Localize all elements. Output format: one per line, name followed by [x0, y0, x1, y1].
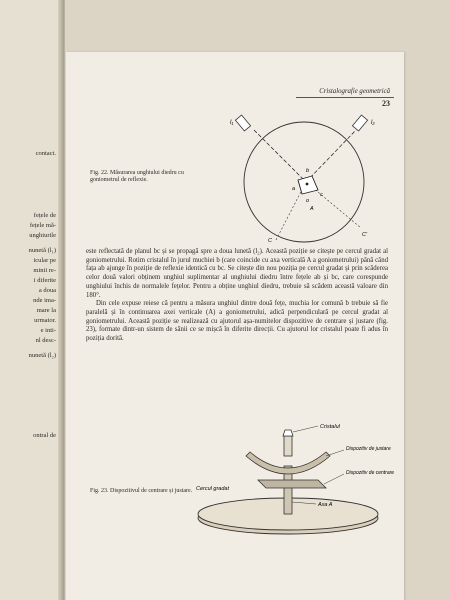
- rotation-axis: [306, 183, 309, 186]
- left-text-fragment: unghiurile: [29, 232, 56, 239]
- fig23-caption: Fig. 23. Dispozitivul de centrare și justare.: [90, 488, 193, 494]
- telescope-l1: [235, 115, 250, 131]
- left-text-fragment: nde ima-: [33, 297, 56, 304]
- fig22-label: C': [362, 232, 368, 238]
- centering-device: [258, 480, 326, 488]
- fig22-label: a: [292, 186, 296, 192]
- body-paragraph: este reflectată de planul bc și se propagă spre a doua lunetă (l₂). Această poziție se citește pe cercul gradat al goniometrului. Rotim cristalul în jurul muchiei b (care coincide cu axa verticală A a goniometrului) până când fața ab ajunge în poziție de reflexie identică cu bc. Se citește din nou poziția pe cercul gradat și prin scăderea celor două valori obținem unghiul suplimentar al unghiului diedru între fețele ab și bc, care corespunde unghiului închis de normalele fețelor. Pentru a obține unghiul diedru, trebuie să scădem această valoare din 180°.: [86, 248, 388, 299]
- crystal-holder: [284, 436, 292, 456]
- fig22-label: l₁: [230, 120, 234, 126]
- fig23-label: Cercul gradat: [196, 486, 230, 492]
- telescope-l2: [352, 115, 367, 131]
- book-spine: [58, 0, 64, 600]
- fig23-label: Dispozitiv de centrare: [346, 470, 395, 476]
- label-leader: [326, 450, 344, 456]
- fig22-label: C: [268, 238, 272, 244]
- header-rule: [296, 97, 394, 98]
- header-title: Cristalografie geometrică: [319, 88, 390, 95]
- left-text-fragment: icular pe: [33, 257, 56, 264]
- book-page: [66, 52, 404, 600]
- left-page-edge: [0, 0, 65, 600]
- left-text-fragment: nunetă (l₂): [28, 352, 56, 359]
- left-text-fragment: urmator.: [34, 317, 56, 324]
- fig22-label: l₂: [371, 120, 375, 126]
- left-text-fragment: a doua: [38, 287, 56, 294]
- left-text-fragment: mare la: [36, 307, 56, 314]
- fig23-label: Dispozitiv de justare: [346, 446, 391, 452]
- fig22-label: c: [320, 192, 323, 198]
- page-number: 23: [382, 99, 390, 108]
- fig23-label: Cristalul: [320, 424, 340, 430]
- body-paragraph: Din cele expuse reiese că pentru a măsura unghiul dintre două fețe, muchia lor comună b trebuie să fie paralelă și în continuarea axei verticale (A) a goniometrului, adică perpendiculară pe cercul gradat al goniometrului. Această poziție se realizează cu ajutorul așa-numitelor dispozitive de centrare și justare (fig. 23), formate dintr-un sistem de sănii ce se mișcă în diferite direcții. Cu ajutorul lor cristalul poate fi adus în poziția dorită.: [86, 300, 388, 343]
- running-header: [66, 88, 404, 108]
- fig22-label: A: [310, 206, 314, 212]
- left-text-fragment: ontral de: [33, 432, 56, 439]
- left-text-fragment: fețele de: [33, 212, 56, 219]
- left-text-fragment: nunetă (l₁): [28, 247, 56, 254]
- incident-ray: [254, 130, 306, 182]
- fig23-label: Axa A: [318, 502, 333, 508]
- left-text-fragment: nl desc-: [35, 337, 56, 344]
- fig22-diagram: [206, 110, 386, 244]
- label-leader: [293, 426, 318, 432]
- reflected-ray: [306, 130, 356, 182]
- crystal: [283, 430, 293, 436]
- body-text: [86, 248, 388, 344]
- fig23-diagram: [196, 422, 396, 540]
- fig22-label: b: [306, 168, 310, 174]
- fig22-label: o: [306, 198, 310, 204]
- left-text-fragment: i diferite: [33, 277, 56, 284]
- left-text-fragment: e inti-: [40, 327, 56, 334]
- label-leader: [324, 474, 344, 484]
- left-text-fragment: fețele mă-: [29, 222, 56, 229]
- fig22-caption: Fig. 22. Măsurarea unghiului diedru cu goniometrul de reflexie.: [90, 170, 184, 184]
- left-text-fragment: minii re-: [33, 267, 56, 274]
- crystal-section: [298, 176, 318, 194]
- left-text-fragment: contact.: [35, 150, 56, 157]
